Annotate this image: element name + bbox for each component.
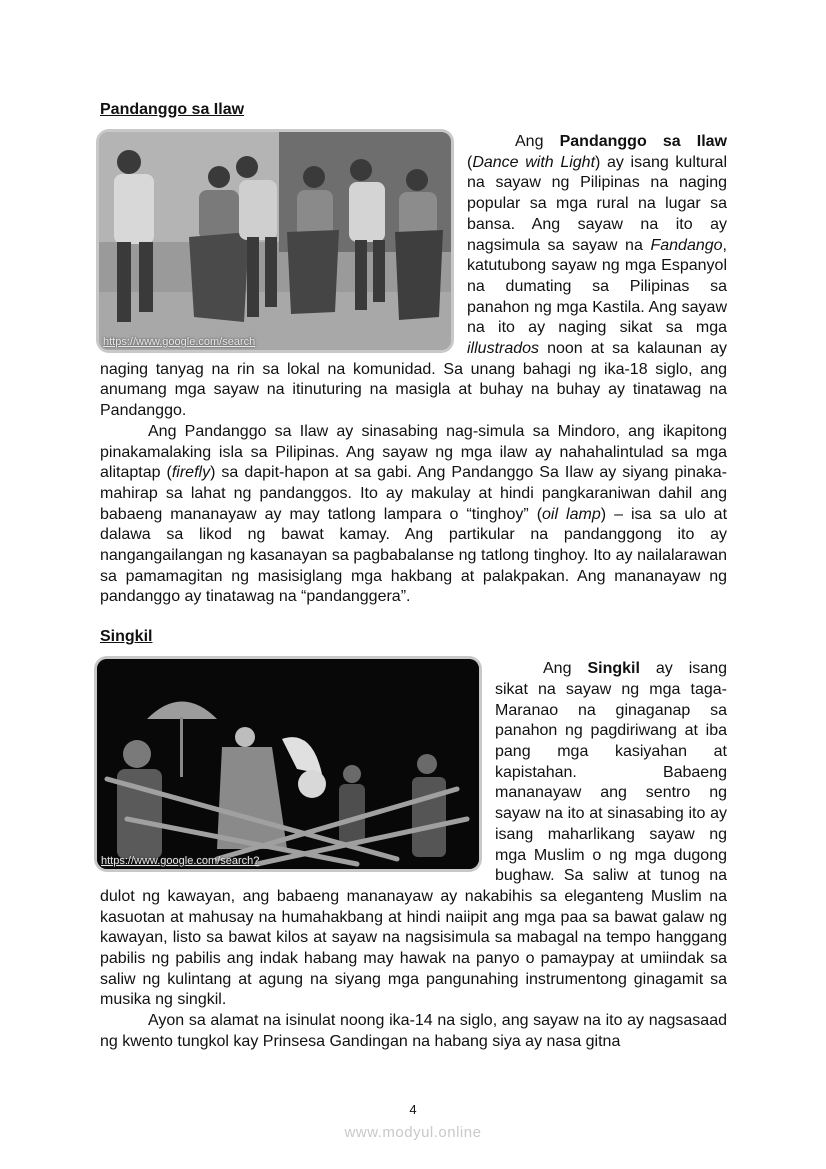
singkil-body-paragraph: Ayon sa alamat na isinulat noong ika-14 na siglo, ang sayaw na ito ay nagsasaad ng kwento tungkol kay Prinsesa Gandingan na habang siya ay nasa gitna	[100, 1012, 727, 1050]
section-heading-singkil: Singkil	[100, 628, 153, 646]
document-page	[100, 100, 727, 1053]
page-number: 4	[409, 1102, 417, 1117]
image-source-link[interactable]: https://www.google.com/search	[103, 336, 256, 348]
singkil-intro-paragraph: Ang Singkil ay isang sikat na sayaw ng mga taga-Maranao na ginaganap sa panahon ng pagdiriwang at iba pang mga kasiyahan at kapistahan. Babaeng mananayaw ang sentro ng sayaw na ito at sinasabing ito ay isang maharlikang sayaw ng mga Muslim o ng mga dugong bughaw. Sa saliw at tunog na dulot ng kawayan, ang babaeng mananayaw ay nakabihis sa eleganteng Muslim na kasuotan at mahusay na humahakbang at hindi naiipit ang mga paa sa bawat galaw ng kawayan, listo sa bawat kilos at sayaw na nagsisimula sa mabagal na tempo hanggang pabilis ng pabilis ang indak habang may hawak na panyo o pamaypay at umiindak sa saliw ng kulintang at agung na siyang mga pangunahing instrumentong ginagamit sa musika ng singkil.	[100, 660, 727, 1009]
singkil-photo	[97, 659, 479, 869]
watermark: www.modyul.online	[344, 1124, 482, 1141]
image-source-link[interactable]: https://www.google.com/search?	[101, 855, 260, 868]
singkil-section	[100, 627, 727, 1052]
singkil-term: Singkil	[587, 660, 640, 678]
singkil-photo-illustration	[97, 659, 479, 869]
pandanggo-intro-paragraph: Ang Pandanggo sa Ilaw (Dance with Light) ay isang kultural na sayaw ng Pilipinas na naging popular sa mga rural na lugar sa bansa. Ang sayaw na ito ay nagsimula sa sayaw na Fandango, katutubong sayaw ng mga Espanyol na dumating sa Pilipinas sa panahon ng mga Kastila. Ang sayaw na ito ay naging sikat sa mga illustrados noon at sa kalaunan ay naging tanyag na rin sa lokal na komunidad. Sa unang bahagi ng ika-18 siglo, ang anumang mga sayaw na itinuturing na masigla at buhay na buhay ay tinatawag na Pandanggo.	[100, 133, 728, 420]
pandanggo-photo	[99, 132, 451, 350]
pandanggo-term: Pandanggo sa Ilaw	[559, 133, 728, 150]
pandanggo-photo-illustration	[99, 132, 451, 350]
pandanggo-body-paragraph: Ang Pandanggo sa Ilaw ay sinasabing nag-simula sa Mindoro, ang ikapitong pinakamalaking isla sa Pilipinas. Ang sayaw ng mga ilaw ay nahahalintulad sa mga alitaptap (firefly) sa dapit-hapon at sa gabi. Ang Pandanggo Sa Ilaw ay siyang pinaka-mahirap sa lahat ng pandanggos. Ito ay makulay at hindi pangkaraniwan dahil ang babaeng mananayaw ay may tatlong lampara o “tinghoy” (oil lamp) – isa sa ulo at dalawa sa likod ng bawat kamay. Ang partikular na pandanggong ito ay nangangailangan ng kasanayan sa pagbabalanse ng tatlong tinghoy. Ito ay nailalarawan sa pamamagitan ng masisiglang mga hakbang at palakpakan. Ang mananayaw ng pandanggo ay tinatawag na “pandanggera”.	[100, 422, 728, 606]
section-heading-pandanggo: Pandanggo sa Ilaw	[100, 101, 245, 118]
